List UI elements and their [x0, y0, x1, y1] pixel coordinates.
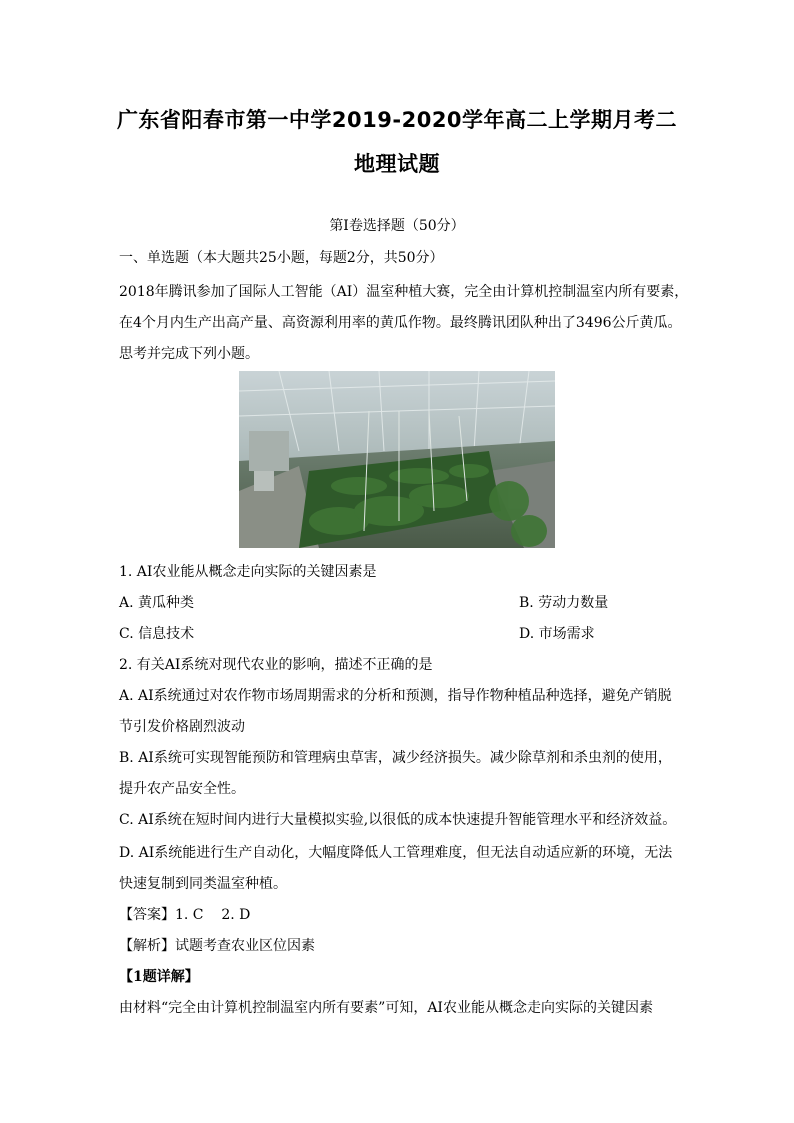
greenhouse-cucumber-photo-icon [239, 371, 555, 548]
document-title: 广东省阳春市第一中学2019-2020学年高二上学期月考二 [116, 108, 678, 132]
q2-option-d-line-2: 快速复制到同类温室种植。 [119, 876, 287, 892]
question-1-options-row1 [119, 593, 679, 613]
q2-option-a-line-2: 节引发价格剧烈波动 [119, 719, 245, 735]
question-1-options-row2 [119, 624, 679, 644]
q1-option-c: C. 信息技术 [119, 626, 195, 642]
part-heading: 一、单选题（本大题共25小题，每题2分，共50分） [119, 250, 444, 266]
detail-heading: 【1题详解】 [119, 969, 199, 985]
q2-option-b-line-1: B. AI系统可实现智能预防和管理病虫草害，减少经济损失。减少除草剂和杀虫剂的使用， [119, 750, 672, 766]
section-heading: 第Ⅰ卷选择题（50分） [329, 218, 465, 234]
q2-option-a-line-1: A. AI系统通过对农作物市场周期需求的分析和预测，指导作物种植品种选择，避免产销脱 [119, 688, 672, 704]
q2-option-c: C. AI系统在短时间内进行大量模拟实验,以很低的成本快速提升智能管理水平和经济效益。 [119, 812, 677, 828]
question-1-stem: 1. AI农业能从概念走向实际的关键因素是 [119, 564, 377, 580]
document-subtitle: 地理试题 [354, 152, 440, 176]
detail-text: 由材料“完全由计算机控制温室内所有要素”可知，AI农业能从概念走向实际的关键因素 [119, 1000, 653, 1016]
answer-line: 【答案】1. C 2. D [119, 907, 251, 923]
intro-line-3: 思考并完成下列小题。 [119, 346, 259, 362]
q2-option-d-line-1: D. AI系统能进行生产自动化，大幅度降低人工管理难度，但无法自动适应新的环境，无法 [119, 845, 673, 861]
analysis-line: 【解析】试题考查农业区位因素 [119, 938, 315, 954]
q1-option-a: A. 黄瓜种类 [119, 595, 195, 611]
q1-option-d: D. 市场需求 [519, 626, 595, 642]
question-2-stem: 2. 有关AI系统对现代农业的影响，描述不正确的是 [119, 657, 433, 673]
q1-option-b: B. 劳动力数量 [519, 595, 609, 611]
greenhouse-photo [239, 371, 555, 548]
q2-option-b-line-2: 提升农产品安全性。 [119, 781, 245, 797]
intro-line-2: 在4个月内生产出高产量、高资源利用率的黄瓜作物。最终腾讯团队种出了3496公斤黄瓜。 [119, 315, 682, 331]
intro-line-1: 2018年腾讯参加了国际人工智能（AI）温室种植大赛，完全由计算机控制温室内所有要素， [119, 284, 689, 300]
